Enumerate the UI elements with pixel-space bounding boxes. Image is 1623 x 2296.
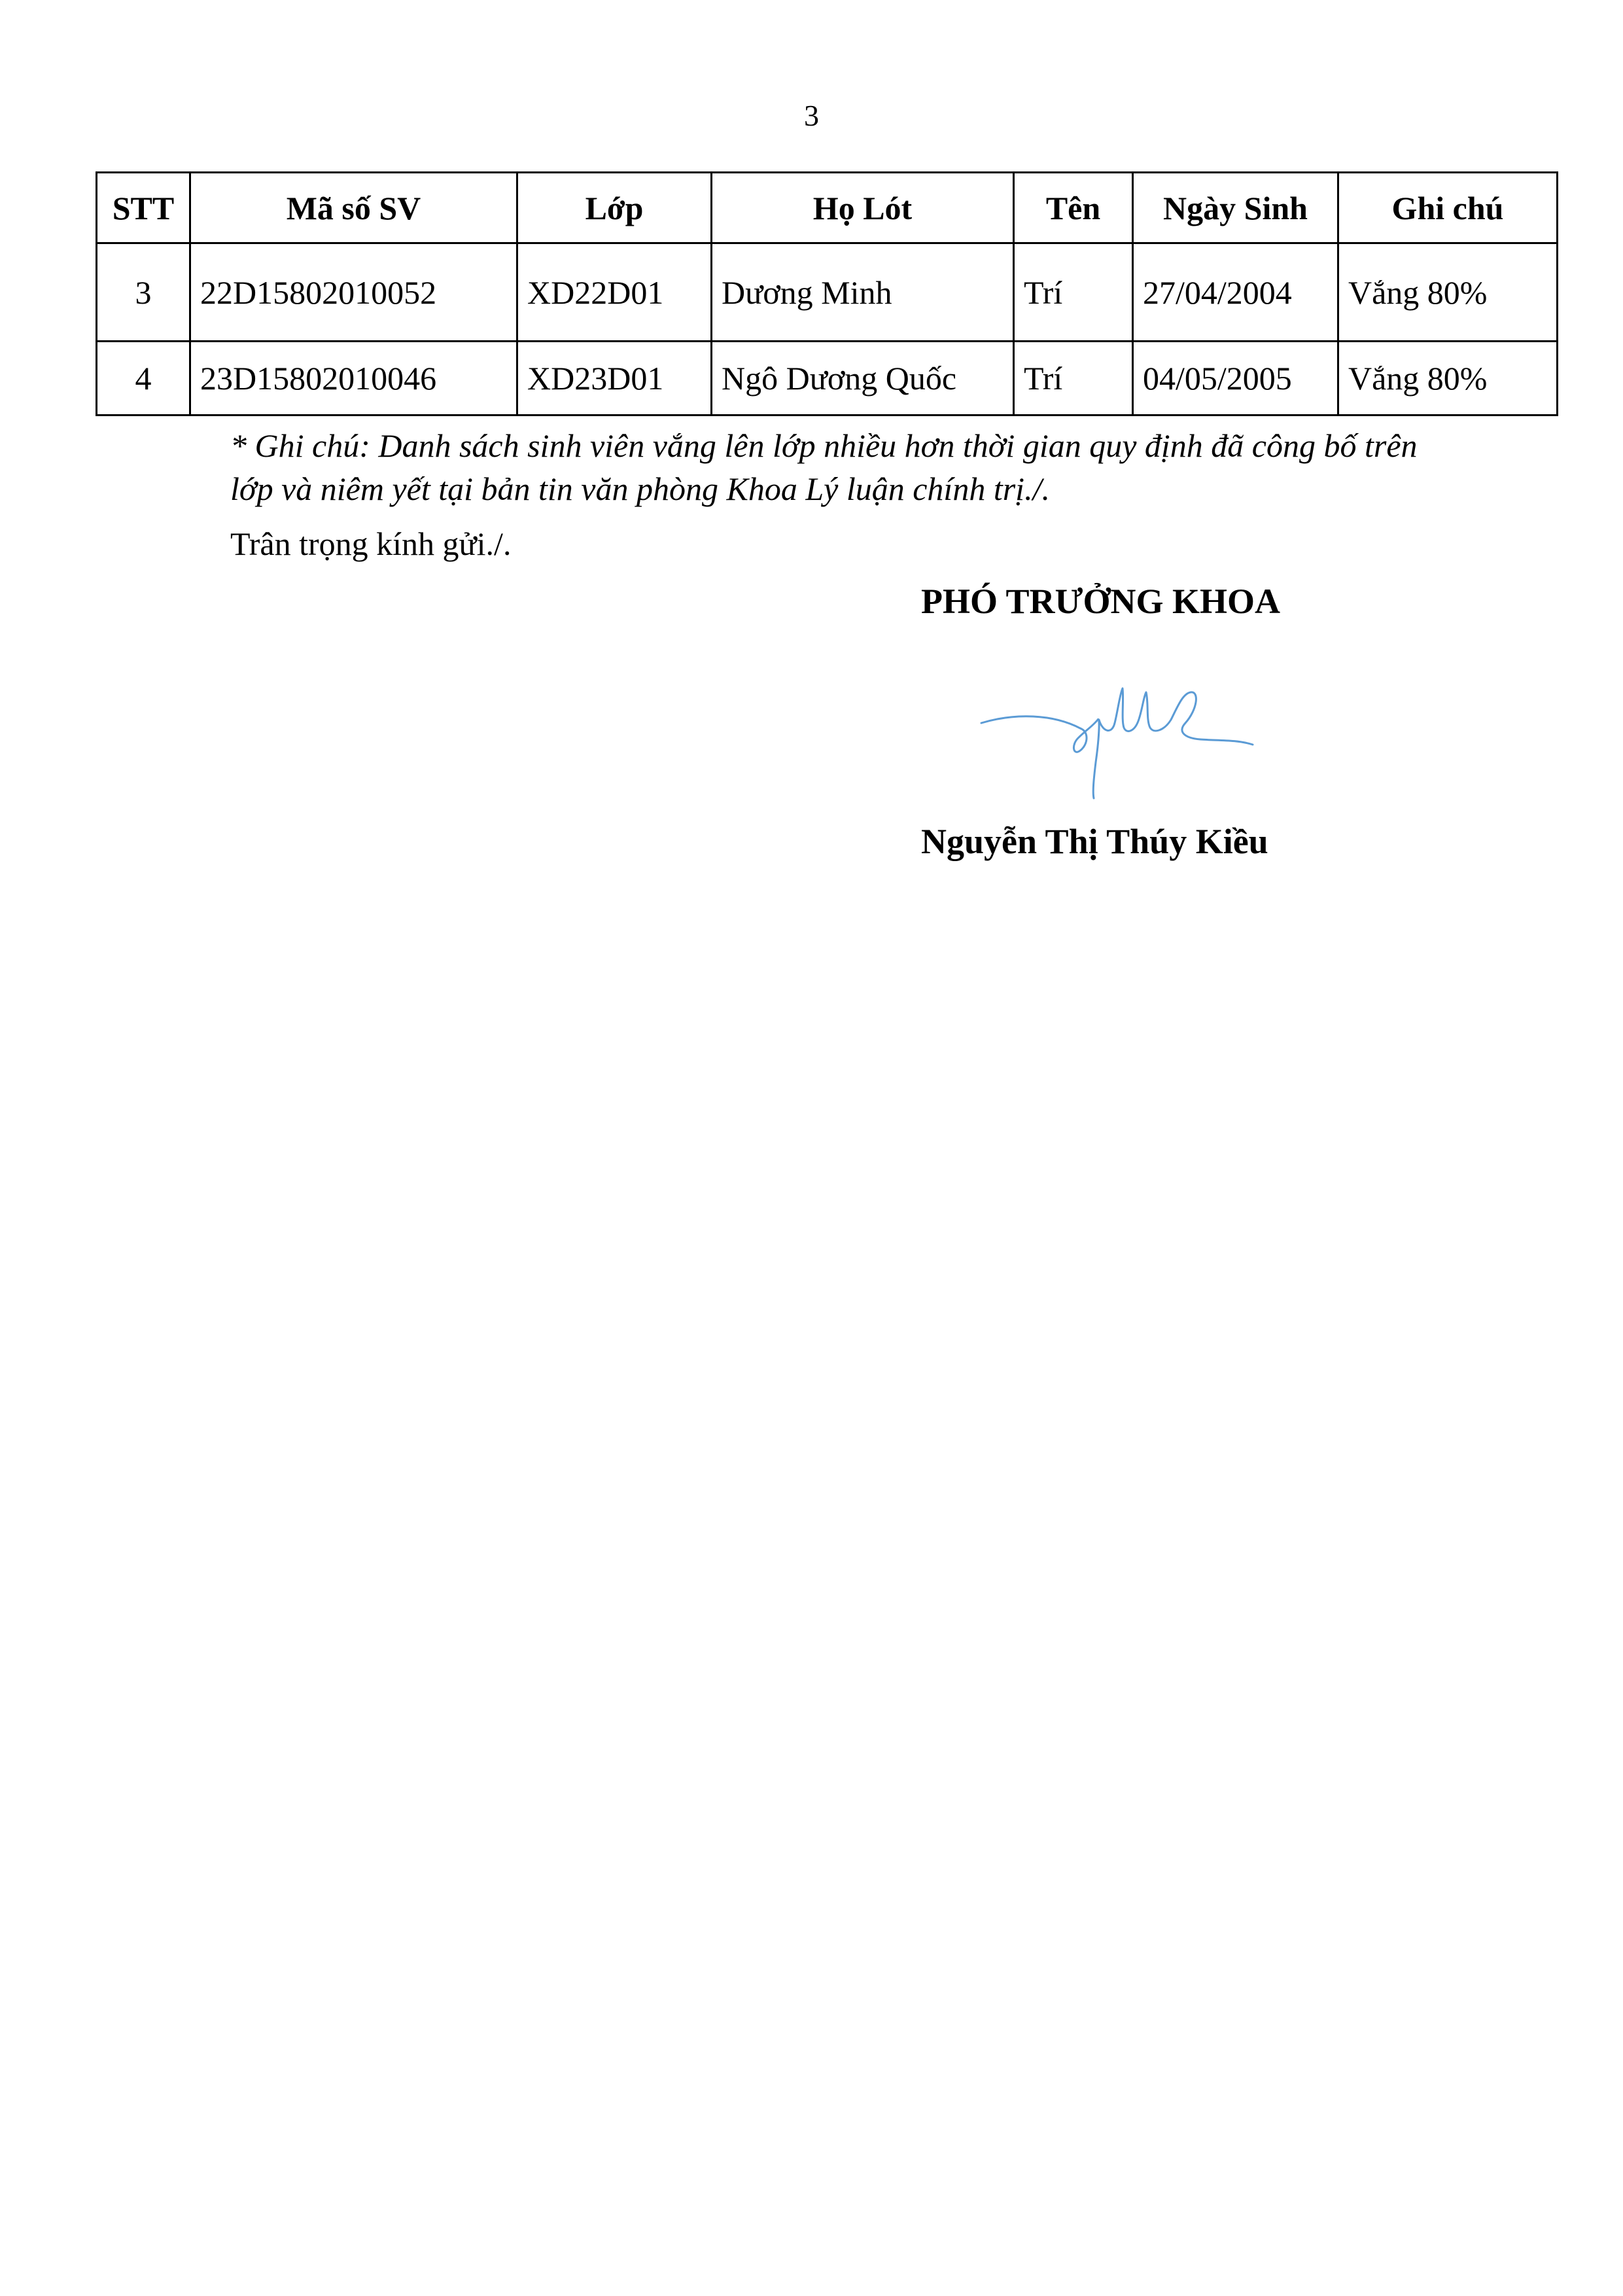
table-row <box>97 243 1558 342</box>
student-table <box>96 171 1558 416</box>
cell-surname: Dương Minh <box>712 243 1014 342</box>
cell-student-id: 22D15802010052 <box>190 243 517 342</box>
table-row <box>97 342 1558 415</box>
footnote-line-1: * Ghi chú: Danh sách sinh viên vắng lên lớp nhiều hơn thời gian quy định đã công bố trên <box>230 427 1418 464</box>
signature-stroke <box>981 688 1253 798</box>
signer-name: Nguyễn Thị Thúy Kiều <box>921 822 1268 861</box>
cell-birth-date: 04/05/2005 <box>1133 342 1338 415</box>
closing-text: Trân trọng kính gửi./. <box>230 525 512 562</box>
cell-surname: Ngô Dương Quốc <box>712 342 1014 415</box>
cell-first-name: Trí <box>1014 342 1133 415</box>
table-header-row <box>97 173 1558 243</box>
footnote <box>230 424 1526 510</box>
cell-first-name: Trí <box>1014 243 1133 342</box>
handwritten-signature <box>975 674 1263 818</box>
footnote-line-2: lớp và niêm yết tại bản tin văn phòng Khoa Lý luận chính trị./. <box>230 470 1050 507</box>
cell-student-id: 23D15802010046 <box>190 342 517 415</box>
header-birth-date: Ngày Sinh <box>1133 173 1338 243</box>
cell-note: Vắng 80% <box>1338 243 1558 342</box>
cell-class: XD23D01 <box>517 342 712 415</box>
header-student-id: Mã số SV <box>190 173 517 243</box>
page-number: 3 <box>804 99 819 132</box>
header-note: Ghi chú <box>1338 173 1558 243</box>
cell-birth-date: 27/04/2004 <box>1133 243 1338 342</box>
cell-class: XD22D01 <box>517 243 712 342</box>
header-surname: Họ Lót <box>712 173 1014 243</box>
cell-stt: 3 <box>97 243 190 342</box>
header-class: Lớp <box>517 173 712 243</box>
cell-note: Vắng 80% <box>1338 342 1558 415</box>
header-first-name: Tên <box>1014 173 1133 243</box>
signer-title: PHÓ TRƯỞNG KHOA <box>921 582 1281 621</box>
cell-stt: 4 <box>97 342 190 415</box>
header-stt: STT <box>97 173 190 243</box>
